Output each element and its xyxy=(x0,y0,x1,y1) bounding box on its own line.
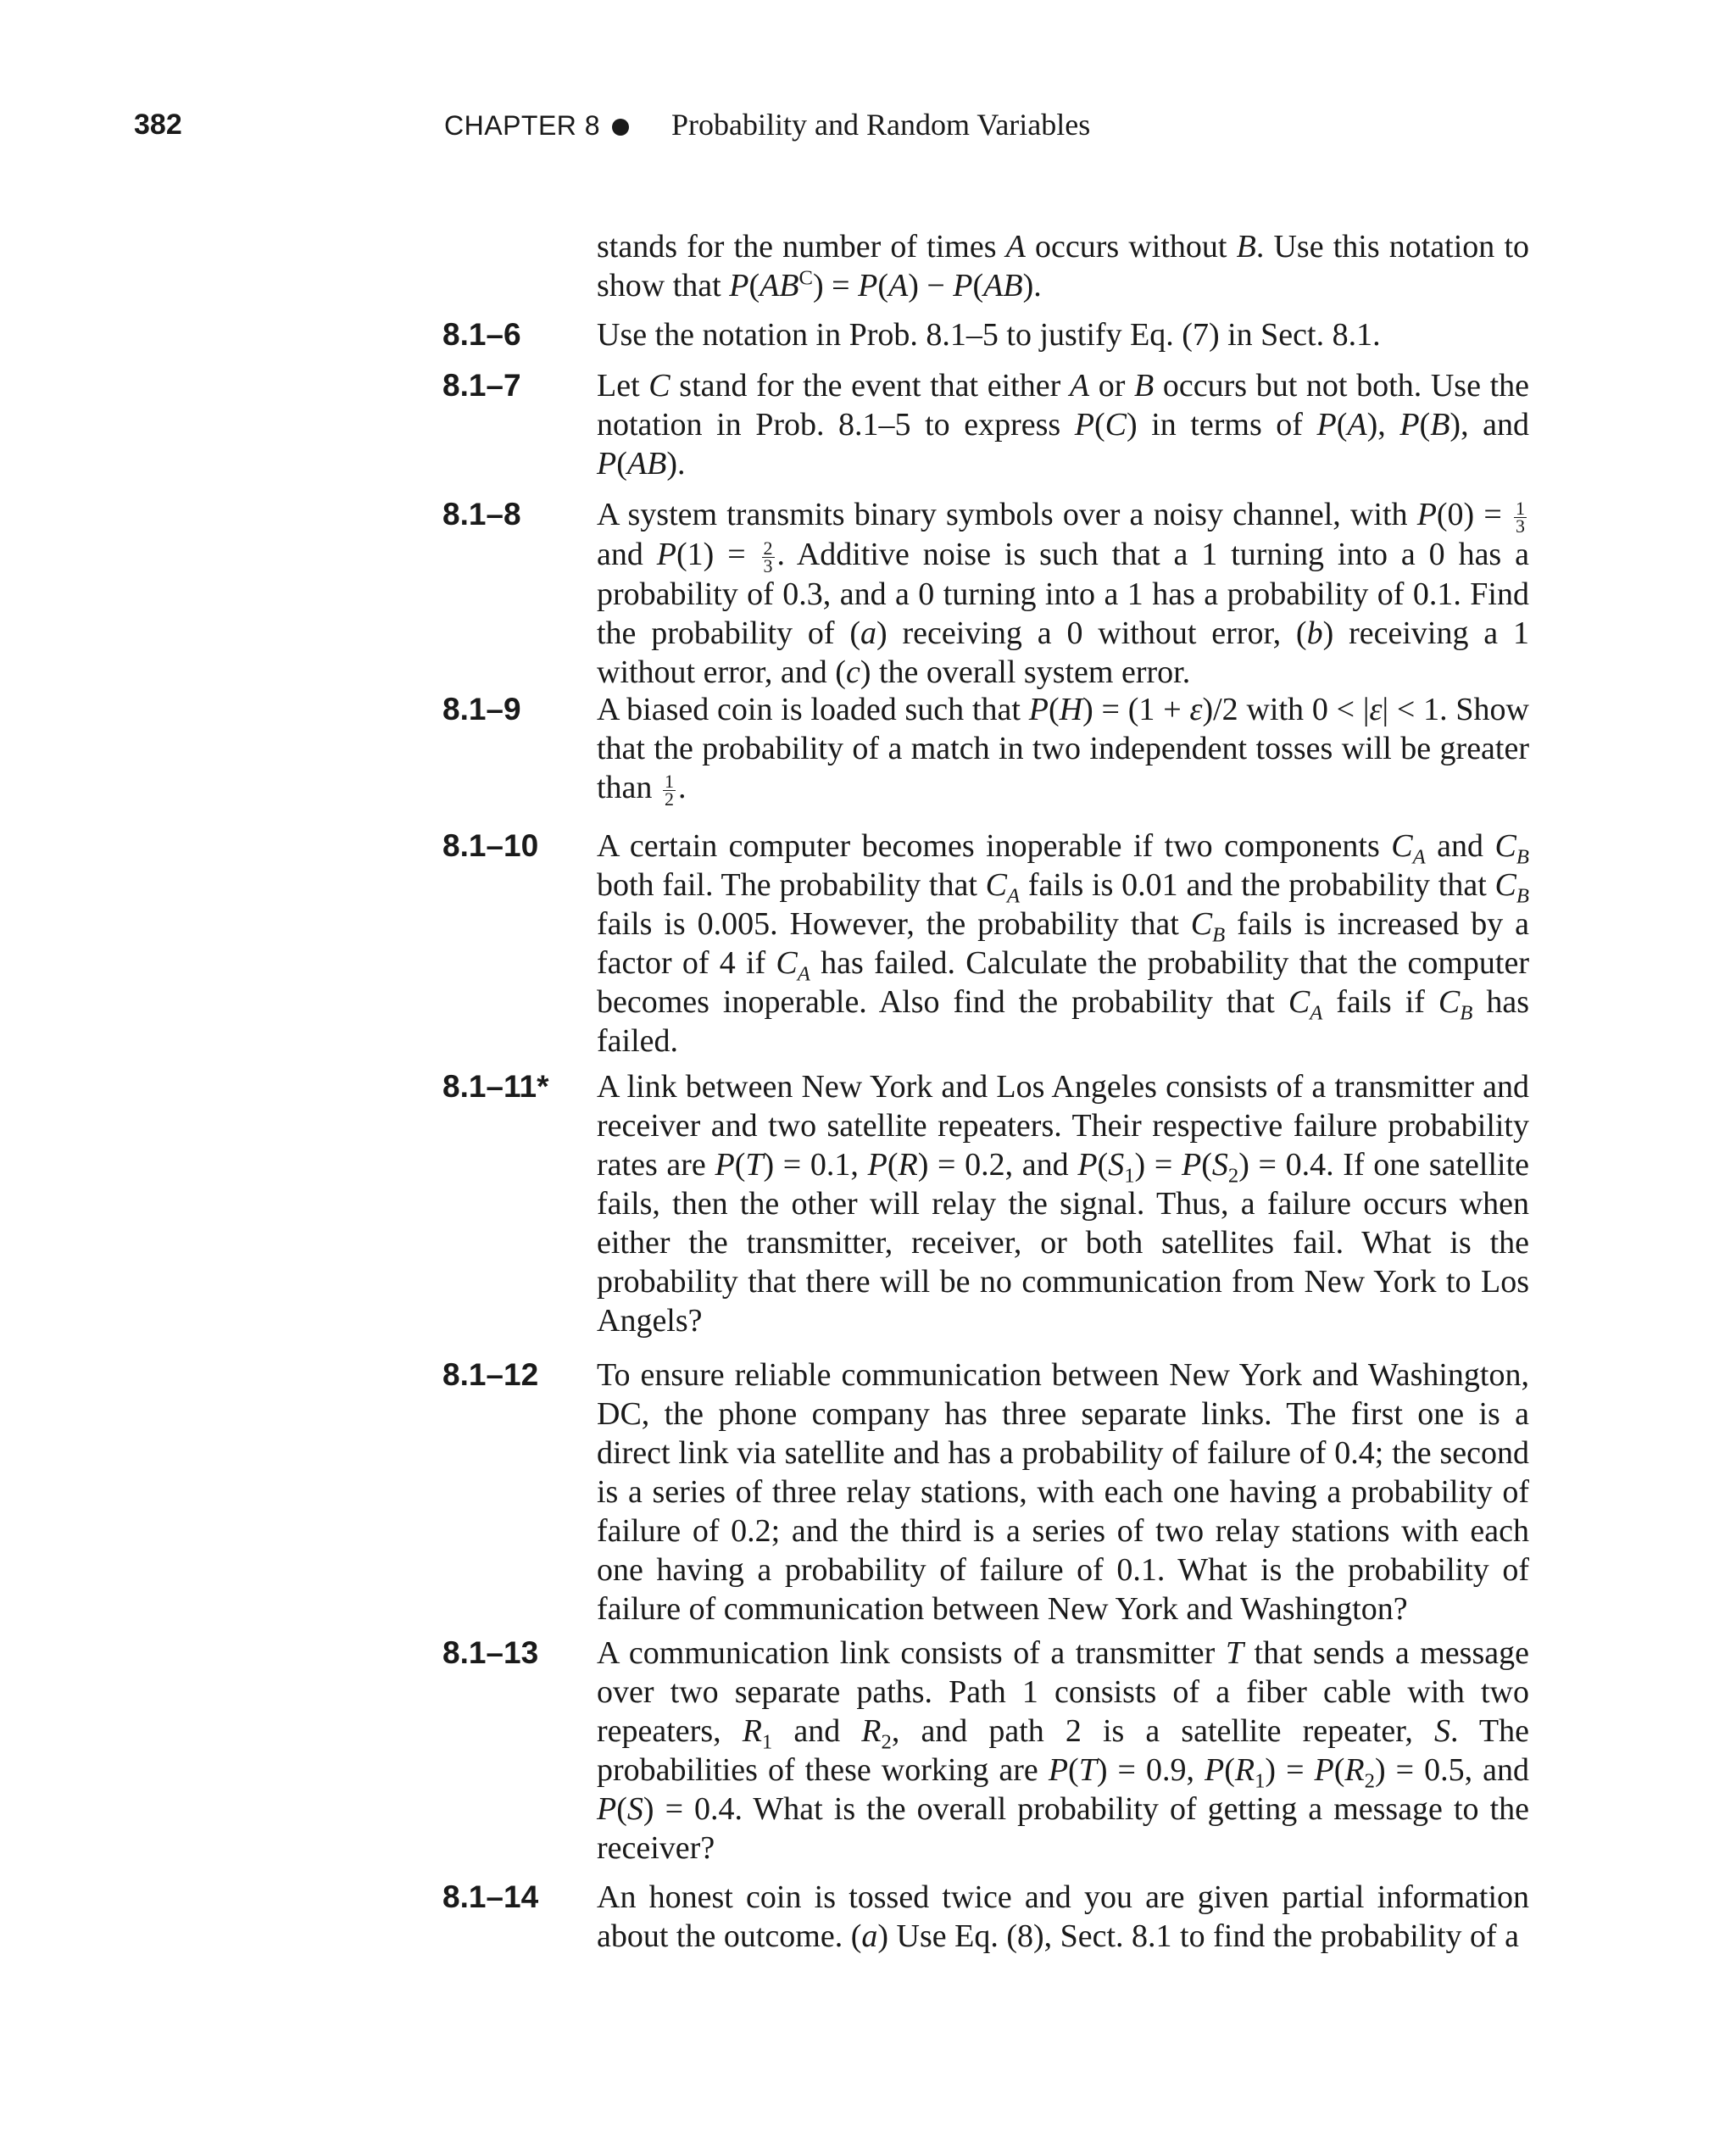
problem-number: 8.1–9 xyxy=(442,692,521,727)
problem-text-rich: A link between New York and Los Angeles consists of a transmitter and receiver and two satellite repeaters. Their respective failure probability rates are P(T) = 0.1, P(R) = 0.2, and $P(S_1) = P(S_2) = 0.4$. If one satellite fails, then the other will relay the signal. Thus, a failure occurs when either the transmitter, receiver, or both satellites fail. What is the probability that there will be no communication from New York to Los Angels? xyxy=(597,1069,1529,1339)
problem-text-rich: To ensure reliable communication between New York and Washington, DC, the phone company has three separate links. The first one is a direct link via satellite and has a probability of failure of 0.4; the second is a series of three relay stations, with each one having a probability of failure of 0.2; and the third is a series of two relay stations with each one having a probability of failure of 0.1. What is the probability of failure of communication between New York and Washington? xyxy=(597,1357,1529,1627)
problem-text-rich: stands for the number of times A occurs without B. Use this notation to show that $P(AB^C) = P(A) - P(AB)$. xyxy=(597,229,1529,303)
problem-text xyxy=(597,1067,1529,1340)
problem-number: 8.1–13 xyxy=(442,1635,539,1670)
problem-text xyxy=(597,690,1529,808)
problem-text xyxy=(597,315,1529,354)
problem-text-rich: A biased coin is loaded such that P(H) = (1 + ε)/2 with 0 < |ε| < 1. Show that the probability of a match in two independent tosses will be greater than $\frac{1}{2}$ . xyxy=(597,692,1529,810)
problem-text xyxy=(597,227,1529,305)
problem-text-rich: A communication link consists of a transmitter T that sends a message over two separate paths. Path 1 consists of a fiber cable with two repeaters, $R_1$ and $R_2$, and path 2 is a satellite repeater, S. The probabilities of these working are P(T) = 0.9, $P(R_1) = P(R_2) = 0.5$, and P(S) = 0.4. What is the overall probability of getting a message to the receiver? xyxy=(597,1635,1529,1866)
problem-number: 8.1–7 xyxy=(442,368,521,403)
problem-number: 8.1–8 xyxy=(442,497,521,532)
problem-number: 8.1–6 xyxy=(442,317,521,352)
problem-text-rich: Use the notation in Prob. 8.1–5 to justify Eq. (7) in Sect. 8.1. xyxy=(597,317,1381,353)
problem-text xyxy=(597,495,1529,692)
problem-number: 8.1–10 xyxy=(442,828,539,863)
bullet-icon xyxy=(612,119,629,136)
problem-text xyxy=(597,1634,1529,1868)
page-number: 382 xyxy=(134,109,182,141)
problem-text xyxy=(597,1878,1529,1956)
page-header xyxy=(0,109,1736,149)
problem-text xyxy=(597,366,1529,483)
problem-text xyxy=(597,827,1529,1061)
problem-text-rich: A system transmits binary symbols over a noisy channel, with P(0) = $\frac{1}{3}$ and P(1) = $\frac{2}{3}$ . Additive noise is such that a 1 turning into a 0 has a probability of 0.3, and a 0 turning into a 1 has a probability of 0.1. Find the probability of (a) receiving a 0 without error, (b) receiving a 1 without error, and (c) the overall system error. xyxy=(597,497,1530,690)
problem-text-rich: A certain computer becomes inoperable if two components $C_A$ and $C_B$ both fail. The probability that $C_A$ fails is 0.01 and the probability that $C_B$ fails is 0.005. However, the probability that $C_B$ fails is increased by a factor of 4 if $C_A$ has failed. Calculate the probability that the computer becomes inoperable. Also find the probability that $C_A$ fails if $C_B$ has failed. xyxy=(597,828,1530,1059)
problem-text xyxy=(597,1356,1529,1628)
problem-text-rich: Let C stand for the event that either A or B occurs but not both. Use the notation in Prob. 8.1–5 to express P(C) in terms of P(A), P(B), and P(AB). xyxy=(597,368,1530,482)
problem-text-rich: An honest coin is tossed twice and you are given partial information about the outcome. (a) Use Eq. (8), Sect. 8.1 to find the probability of a xyxy=(597,1879,1529,1954)
chapter-title: Probability and Random Variables xyxy=(671,108,1091,142)
problem-number: 8.1–14 xyxy=(442,1879,539,1914)
problem-number: 8.1–12 xyxy=(442,1357,539,1392)
problem-number: 8.1–11* xyxy=(442,1069,549,1104)
chapter-label: CHAPTER 8 xyxy=(444,110,601,141)
